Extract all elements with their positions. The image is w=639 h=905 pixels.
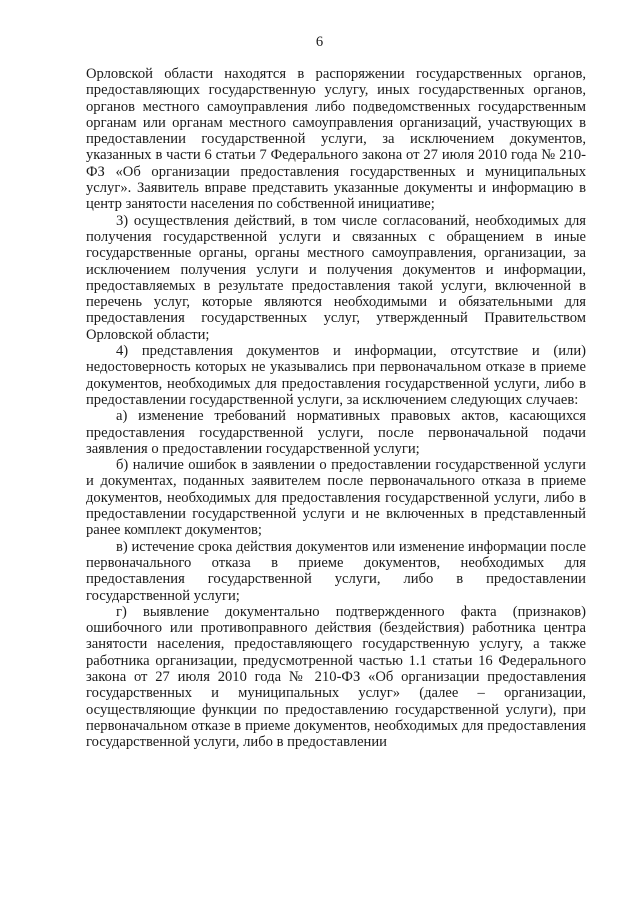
paragraph-subitem-g: г) выявление документально подтвержденного факта (признаков) ошибочного или противоправного действия (бездействия) работника центра занятости населения, предоставляющего государственную услугу, а также работника организации, предусмотренной частью 1.1 статьи 16 Федерального закона от 27 июля 2010 года № 210-ФЗ «Об организации предоставления государственных и муниципальных услуг» (далее – организации, осуществляющие функции по предоставлению государственной услуги), при первоначальном отказе в приеме документов, необходимых для предоставления государственной услуги, либо в предоставлении <box>86 603 586 751</box>
paragraph-subitem-a: а) изменение требований нормативных правовых актов, касающихся предоставления государственной услуги, после первоначальной подачи заявления о предоставлении государственной услуги; <box>86 408 586 457</box>
document-body <box>86 66 586 750</box>
page-number: 6 <box>315 34 324 50</box>
paragraph-item-3: 3) осуществления действий, в том числе согласований, необходимых для получения государственной услуги и связанных с обращением в иные государственные органы, органы местного самоуправления, организации, за исключением получения услуги и получения документов и информации, предоставляемых в результате предоставления такой услуги, включенной в перечень услуг, которые являются необходимыми и обязательными для предоставления государственных услуг, утвержденный Правительством Орловской области; <box>86 212 586 343</box>
paragraph-continuation: Орловской области находятся в распоряжении государственных органов, предоставляющих государственную услугу, иных государственных органов, органов местного самоуправления либо подведомственных государственным органам или органам местного самоуправления организаций, участвующих в предоставлении государственной услуги, за исключением документов, указанных в части 6 статьи 7 Федерального закона от 27 июля 2010 года № 210-ФЗ «Об организации предоставления государственных и муниципальных услуг». Заявитель вправе представить указанные документы и информацию в центр занятости населения по собственной инициативе; <box>86 66 586 213</box>
paragraph-subitem-v: в) истечение срока действия документов или изменение информации после первоначального отказа в приеме документов, необходимых для предоставления государственной услуги, либо в предоставлении государственной услуги; <box>86 538 586 604</box>
paragraph-item-4: 4) представления документов и информации, отсутствие и (или) недостоверность которых не указывались при первоначальном отказе в приеме документов, необходимых для предоставления государственной услуги, либо в предоставлении государственной услуги, за исключением следующих случаев: <box>86 343 586 408</box>
paragraph-subitem-b: б) наличие ошибок в заявлении о предоставлении государственной услуги и документах, поданных заявителем после первоначального отказа в приеме документов, необходимых для предоставления государственной услуги, либо в предоставлении государственной услуги и не включенных в представленный ранее комплект документов; <box>86 457 586 539</box>
